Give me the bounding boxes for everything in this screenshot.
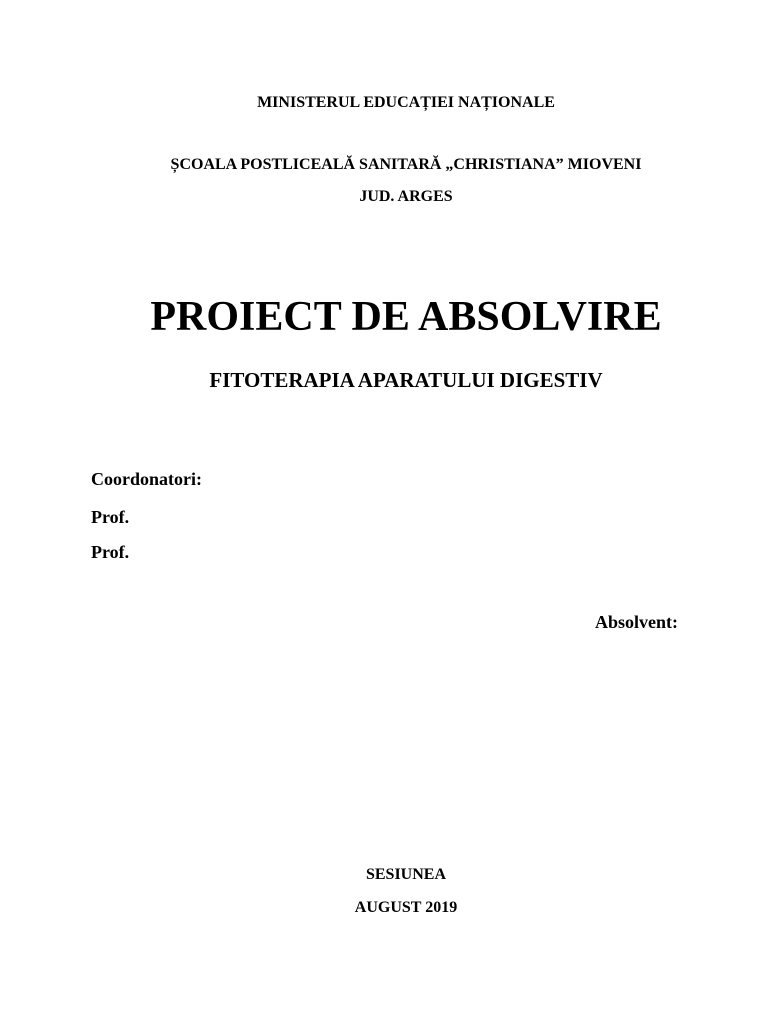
ministry-name: MINISTERUL EDUCAȚIEI NAȚIONALE [257, 94, 555, 111]
session-label: SESIUNEA [365, 866, 447, 883]
county-name: JUD. ARGES [359, 188, 453, 205]
coordinator-1: Prof. [91, 507, 130, 527]
document-subtitle: FITOTERAPIA APARATULUI DIGESTIV [209, 368, 603, 392]
school-name: ȘCOALA POSTLICEALĂ SANITARĂ „CHRISTIANA” MIOVENI [170, 156, 642, 173]
graduate-label: Absolvent: [594, 612, 678, 632]
coordinators-label: Coordonatori: [91, 469, 202, 489]
session-date: AUGUST 2019 [354, 899, 458, 916]
document-title: PROIECT DE ABSOLVIRE [150, 294, 662, 340]
coordinator-2: Prof. [91, 542, 130, 562]
